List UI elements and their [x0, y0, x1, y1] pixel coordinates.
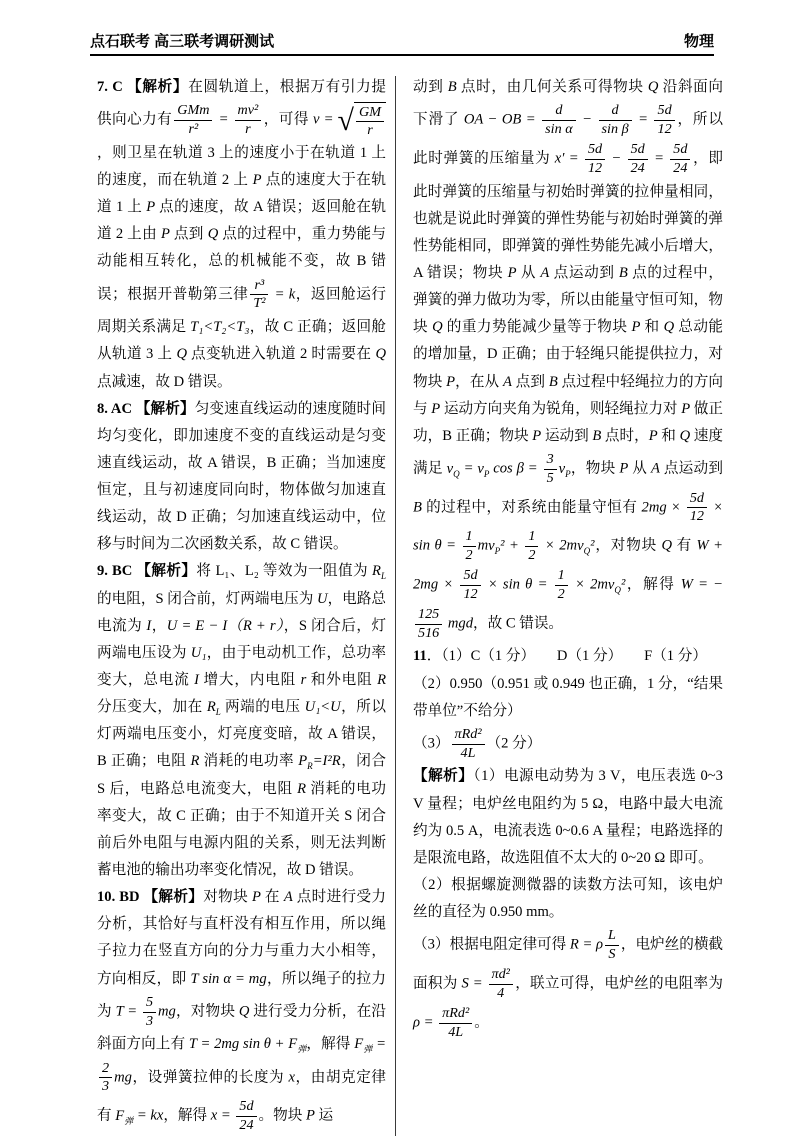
paragraph-q11-analysis-2 [413, 872, 723, 926]
text-run: 的电阻，S 闭合前，灯两端电压为 [97, 590, 317, 607]
math-expression: A [503, 373, 512, 390]
math-expression: P [252, 889, 261, 906]
text-run: 点的速度大于在轨道 1 上 [97, 171, 386, 216]
math-subscripted-var: $F_弹$ [115, 1107, 134, 1126]
fraction [174, 103, 212, 138]
math-expression: T₁<T₂<T₃ [190, 319, 250, 336]
text-run: 点时，由几何关系可得物块 [456, 79, 648, 95]
math-expression: Q [238, 1003, 250, 1020]
fraction-numerator: πRd² [439, 1006, 472, 1024]
fraction [654, 103, 674, 138]
fraction-denominator: 5 [546, 469, 554, 486]
text-run: 增大，内电阻 [199, 672, 301, 689]
fraction-numerator: 3 [544, 452, 557, 470]
text-run: 点运动到 [659, 460, 723, 477]
fraction-denominator: r [245, 120, 251, 137]
text-run: 点变轨进入轨道 2 时需要在 [186, 346, 376, 363]
fraction-numerator: 5d [670, 142, 690, 160]
math-expression: B [618, 264, 628, 281]
text-run: 点时进行受力分析，其恰好与直杆没有相互作用，所以绳子拉力在竖直方向的分力与重力大小相等，方向相反，即 [97, 889, 386, 987]
subscript: L [380, 571, 387, 582]
text-run: ，所以此时弹簧的压缩量为 [413, 111, 723, 167]
text-run: ，所以绳子的拉力为 [97, 970, 386, 1020]
text-run: 两端的电压 [220, 699, 305, 716]
math-expression: U₁ [190, 644, 207, 661]
text-run: （3）根据电阻定律可得 [413, 937, 570, 953]
math-expression: − [607, 150, 626, 167]
math-expression: × sin θ = [482, 576, 553, 593]
math-expression: R [297, 780, 306, 797]
text-run: ，由胡克定律有 [97, 1069, 386, 1124]
fraction [415, 607, 442, 642]
text-run: （2）0.950（0.951 或 0.949 也正确，1 分，“结果带单位”不给分） [413, 675, 723, 719]
text-run: （1）电源电动势为 3 V，电压表选 0~3 V 量程；电炉丝电阻约为 5 Ω，电路中最大电流约为 0.5 A，电流表选 0~0.6 A 量程；电路选择的是限流电路，故选阻值不太大的 0~20 Ω 即可。 [413, 768, 723, 866]
subscript: Q [614, 584, 621, 595]
fraction-denominator: sin α [545, 120, 573, 137]
math-expression: U₁<U [304, 699, 341, 716]
fraction [235, 103, 262, 138]
math-expression: A [283, 889, 293, 906]
fraction-numerator: 5d [628, 142, 648, 160]
subscript: P [483, 468, 490, 479]
text-run: 点的过程中，重力势能与动能相互转化，总的机械能不变，故 B 错误；根据开普勒第三律 [97, 226, 386, 303]
math-expression: U [317, 590, 328, 607]
fraction-denominator: 12 [587, 159, 603, 176]
fraction-denominator: 24 [239, 1117, 254, 1134]
math-expression: = kx [133, 1107, 164, 1124]
fraction [236, 1099, 256, 1134]
fraction-denominator: 24 [673, 159, 688, 176]
fraction-denominator: sin β [601, 120, 629, 137]
fraction-numerator: d [599, 103, 632, 121]
text-run: 将 L₁、L₂ 等效为一阻值为 [196, 563, 373, 580]
text-run: ，解得 [625, 576, 681, 593]
text-run: 对物块 [203, 889, 252, 906]
paragraph-q9 [97, 558, 386, 884]
fraction-numerator: d [542, 103, 576, 121]
answer-label: 10. BD 【解析】 [97, 889, 204, 906]
answer-label: 11 [413, 648, 427, 665]
text-run: 消耗的电功率变大，故 C 正确；由于不知道开关 S 闭合前后外电阻与电源内阻的关系，则无法判断蓄电池的输出功率变化情况，故 D 错误。 [97, 780, 386, 879]
math-expression: × 2m [569, 576, 608, 593]
text-run: 运动方向夹角为锐角，则轻绳拉力对 [440, 400, 682, 417]
math-expression: P [507, 264, 517, 281]
subscript: Q [453, 468, 460, 479]
fraction [670, 142, 690, 177]
math-expression: P [446, 373, 456, 390]
fraction-numerator: 5d [654, 103, 674, 121]
math-expression: Q [176, 346, 187, 363]
text-run: 点减速，故 D 错误。 [97, 373, 232, 390]
math-expression: Q [679, 427, 691, 444]
paragraph-q11-answer-1 [413, 643, 723, 670]
left-column [97, 74, 386, 1136]
math-subscripted-var: $v_P$ [558, 460, 571, 479]
math-expression: B [548, 373, 558, 390]
fraction [555, 568, 568, 603]
math-expression: × 2m [540, 537, 578, 554]
text-run: ，对物块 [175, 1003, 239, 1020]
text-run: （2 分） [486, 735, 542, 752]
math-subscripted-var: $F_弹$ [288, 1036, 307, 1055]
text-run: （2）根据螺旋测微器的读数方法可知，该电炉丝的直径为 0.950 mm。 [413, 877, 723, 921]
fraction [356, 105, 384, 140]
math-expression: A [540, 264, 550, 281]
fraction-numerator: L [605, 928, 619, 946]
fraction-numerator: 5d [460, 568, 480, 586]
math-subscripted-var: $v_P$ [477, 460, 490, 479]
paragraph-q11-analysis-1 [413, 763, 723, 872]
math-expression: = [214, 111, 233, 128]
fraction [605, 928, 619, 963]
math-expression: Q [661, 537, 673, 554]
math-expression: 2mg × [641, 499, 685, 516]
column-divider [395, 76, 396, 1136]
text-run: ，闭合 S 后，电路总电流变大，电阻 [97, 753, 386, 797]
fraction-numerator: GMm [174, 103, 212, 121]
header-subject: 物理 [683, 33, 714, 50]
text-run: ，即此时弹簧的压缩量与初始时弹簧的拉伸量相同，也就是说此时弹簧的弹性势能与初始时弹簧的弹性势能相同，即弹簧的弹性势能先减小后增大，A 错误；物块 [413, 150, 723, 281]
math-subscripted-var: $v_P$ [488, 537, 501, 556]
math-expression: A [651, 460, 660, 477]
text-run: （3） [413, 735, 450, 752]
fraction-denominator: 3 [145, 1012, 154, 1029]
math-subscripted-var: $F_弹$ [354, 1036, 373, 1055]
fraction [250, 278, 268, 313]
text-run: ，联立可得，电炉丝的电阻率为 [514, 975, 723, 992]
text-run: 在圆轨道上，根据万有引力提供向心力有 [97, 79, 386, 128]
math-expression: Q [432, 319, 443, 336]
math-expression: x′ = [554, 150, 583, 167]
text-run: ，设弹簧拉伸的长度为 [131, 1069, 289, 1086]
math-expression: = k [270, 286, 296, 303]
math-expression: B [592, 427, 602, 444]
text-run: ， [151, 617, 167, 634]
text-run: 点时， [601, 427, 649, 444]
fraction-numerator: 5 [143, 995, 156, 1013]
math-expression: = [372, 1036, 387, 1053]
fraction [460, 568, 480, 603]
math-expression: v = [313, 111, 338, 128]
text-run: ，对物块 [594, 537, 662, 554]
header-exam-title: 点石联考 高三联考调研测试 [90, 33, 275, 50]
math-expression: P [160, 226, 170, 243]
fraction-denominator: 4L [460, 744, 476, 761]
math-expression: I [146, 617, 152, 634]
paragraph-q11-answer-2 [413, 671, 723, 725]
text-run: ，故 C 错误。 [473, 615, 564, 632]
fraction-numerator: πRd² [452, 727, 485, 745]
text-run: 有 [672, 537, 697, 554]
fraction [452, 727, 485, 762]
math-expression: x = [210, 1107, 235, 1124]
fraction-numerator: GM [356, 105, 384, 123]
paragraph-q10 [97, 884, 386, 1136]
fraction-numerator: r³ [250, 278, 268, 296]
text-run: 运动到 [541, 427, 593, 444]
math-expression: S = [461, 975, 487, 992]
text-run: 做正功，B 正确；物块 [413, 400, 723, 444]
paragraph-q11-analysis-3 [413, 926, 723, 1042]
math-expression: Q [207, 226, 219, 243]
fraction-denominator: r [367, 122, 373, 139]
fraction-denominator: 4L [448, 1023, 464, 1040]
math-expression: W + 2mg × [413, 537, 723, 593]
text-run: 的重力势能减少量等于物块 [442, 319, 632, 336]
radicand [354, 102, 386, 140]
fraction [463, 529, 476, 564]
page-header [90, 30, 714, 56]
fraction-denominator: 24 [630, 159, 645, 176]
subscript: 弹 [297, 1044, 307, 1055]
text-run: 从 [628, 460, 651, 477]
text-run: ，可得 [263, 111, 314, 128]
math-expression: Q [375, 346, 386, 363]
math-expression: mg [158, 1003, 176, 1020]
math-subscripted-var: $R_L$ [372, 563, 387, 582]
radical-icon: √ [337, 103, 354, 137]
subscript: P [565, 468, 571, 479]
answer-label: 7. C 【解析】 [97, 79, 189, 95]
text-run: ，在从 [455, 373, 503, 390]
math-expression: ² + [500, 537, 524, 554]
text-run: ．（1）C（1 分） D（1 分） F（1 分） [426, 648, 707, 665]
text-run: ，故 C 正确；返回舱从轨道 3 上 [97, 319, 386, 363]
paragraph-q7 [97, 74, 386, 396]
math-expression: OA − OB = [463, 111, 541, 128]
text-run: ，由于电动机工作，总功率变大，总电流 [97, 644, 386, 689]
text-run: 动到 [413, 79, 448, 95]
text-run: ，返回舱运行周期关系满足 [97, 286, 386, 336]
math-expression: T = [115, 1003, 141, 1020]
two-column-content [97, 74, 723, 1136]
subscript: 弹 [124, 1115, 134, 1126]
math-expression: P [252, 171, 262, 188]
fraction-numerator: mv² [235, 103, 262, 121]
math-expression: = [459, 460, 478, 477]
fraction-denominator: r² [188, 120, 199, 137]
fraction-numerator: 1 [463, 529, 476, 547]
fraction-numerator: 1 [555, 568, 568, 586]
subscript: L [215, 707, 221, 718]
text-run: 从 [516, 264, 541, 281]
fraction [542, 103, 576, 138]
subscript: Q [583, 545, 591, 556]
text-run: 和 [640, 319, 664, 336]
fraction-denominator: S [608, 946, 616, 963]
fraction [585, 142, 605, 177]
fraction-denominator: 516 [418, 624, 440, 641]
text-run: 消耗的电功率 [199, 753, 299, 770]
paragraph-q11-answer-3 [413, 725, 723, 764]
math-expression: m [477, 537, 489, 554]
math-subscripted-var: $v_Q$ [607, 576, 621, 595]
fraction-denominator: T² [253, 295, 266, 312]
answer-label: 9. BC 【解析】 [97, 563, 197, 580]
fraction-numerator: 5d [585, 142, 605, 160]
math-expression: W = − [680, 576, 724, 593]
fraction [544, 452, 557, 487]
text-run: 和 [657, 427, 680, 444]
text-run: 分压变大，加在 [97, 699, 207, 716]
math-expression: P [681, 400, 691, 417]
fraction-numerator: 1 [525, 529, 538, 547]
math-expression: P [305, 1107, 315, 1124]
math-expression: ρ = [413, 1014, 438, 1031]
text-run: 的过程中，对系统由能量守恒有 [421, 499, 642, 516]
text-run: 点到 [169, 226, 208, 243]
fraction-numerator: 5d [236, 1099, 256, 1117]
math-subscripted-var: $R_L$ [206, 699, 221, 718]
math-expression: I [194, 672, 199, 689]
fraction-numerator: πd² [489, 967, 513, 985]
text-run: 总动能的增加量，D 正确；由于轻绳只能提供拉力，对物块 [413, 319, 723, 390]
math-expression: B [413, 499, 422, 516]
math-expression: T sin α = mg [190, 970, 267, 987]
text-run: 沿斜面向下滑了 [413, 79, 723, 128]
math-expression: ² [620, 576, 626, 593]
fraction-denominator: 3 [102, 1078, 110, 1095]
fraction-numerator: 5d [687, 491, 707, 509]
math-expression: R [190, 753, 200, 770]
fraction [143, 995, 156, 1030]
text-run: ，电路总电流为 [97, 590, 386, 634]
math-subscripted-var: $v_Q$ [577, 537, 591, 556]
math-subscripted-var: $P_R$ [298, 753, 313, 772]
fraction [489, 967, 513, 1002]
text-run: ，电炉丝的横截面积为 [413, 937, 724, 992]
fraction-numerator: 125 [415, 607, 442, 625]
math-expression: P [648, 427, 658, 444]
math-expression: B [447, 79, 457, 95]
math-expression: mg [114, 1069, 132, 1086]
fraction-denominator: 12 [463, 585, 478, 602]
text-run: 。物块 [258, 1107, 306, 1124]
text-run: ，所以灯两端电压变小，灯亮度变暗，故 A 错误，B 正确；电阻 [97, 699, 386, 770]
text-run: ，物块 [570, 460, 620, 477]
subscript: P [494, 545, 501, 556]
math-subscripted-var: $v_Q$ [446, 460, 460, 479]
math-expression: P [631, 319, 641, 336]
paragraph-q10-continued [413, 74, 723, 643]
fraction [525, 529, 538, 564]
math-expression: P [532, 427, 542, 444]
text-run: 运 [314, 1107, 334, 1124]
math-expression: Q [647, 79, 659, 95]
text-run: 点过程中轻绳拉力的方向与 [413, 373, 723, 417]
text-run: ，S 闭合后，灯两端电压设为 [97, 617, 386, 661]
text-run: ，解得 [163, 1107, 211, 1124]
text-run: 点到 [511, 373, 549, 390]
math-expression: P [146, 199, 156, 216]
square-root [338, 102, 386, 140]
fraction-numerator: 2 [99, 1061, 112, 1079]
text-run: 点运动到 [549, 264, 619, 281]
fraction [439, 1006, 472, 1041]
math-expression: =I²R [312, 753, 341, 770]
math-expression: x [288, 1069, 295, 1086]
math-expression: Q [663, 319, 675, 336]
math-expression: T = 2mg sin θ + [188, 1036, 289, 1053]
math-expression: ² [590, 537, 595, 554]
text-run: 点的过程中，弹簧的弹力做功为零，所以由能量守恒可知，物块 [413, 264, 723, 336]
text-run: 在 [260, 889, 284, 906]
math-expression: U = E − I（R + r） [166, 617, 284, 634]
fraction [687, 491, 707, 526]
text-run: 匀变速直线运动的速度随时间均匀变化，即加速度不变的直线运动是匀变速直线运动，故 A 错误，B 正确；当加速度恒定，且与初速度同向时，物体做匀加速直线运动，故 D 正确；匀加速直线运动中，位移与时间为二次函数关系，故 C 错误。 [97, 400, 386, 553]
fraction [599, 103, 632, 138]
text-run: ，则卫星在轨道 3 上的速度小于在轨道 1 上的速度，而在轨道 2 上 [97, 144, 386, 188]
math-expression: P [431, 400, 441, 417]
math-expression: r [300, 672, 307, 689]
right-column [413, 74, 723, 1136]
text-run: 进行受力分析，在沿斜面方向上有 [97, 1003, 387, 1053]
math-expression: mgd [444, 615, 474, 632]
text-run: 。 [474, 1014, 489, 1031]
math-expression: × sin θ = [413, 499, 723, 554]
text-run: 速度满足 [413, 427, 723, 477]
math-expression: − [577, 111, 597, 128]
math-expression: R = ρ [569, 937, 603, 953]
math-expression: R [377, 672, 386, 689]
text-run: 点的速度，故 A 错误；返回舱在轨道 2 上由 [97, 199, 386, 243]
fraction-denominator: 12 [657, 120, 672, 137]
math-expression: = [633, 111, 653, 128]
subscript: 弹 [363, 1044, 373, 1055]
fraction [99, 1061, 112, 1096]
answer-label: 【解析】 [413, 768, 474, 785]
subscript: R [307, 761, 313, 772]
fraction-denominator: 2 [528, 547, 536, 564]
text-run: ，解得 [306, 1036, 355, 1053]
text-run: 和外电阻 [306, 672, 378, 689]
fraction-denominator: 12 [689, 508, 704, 525]
fraction-denominator: 2 [465, 547, 473, 564]
math-expression: = [649, 150, 669, 167]
paragraph-q8 [97, 396, 386, 559]
math-expression: P [619, 460, 629, 477]
math-expression: cos β = [489, 460, 542, 477]
fraction [628, 142, 648, 177]
fraction-denominator: 2 [557, 585, 565, 602]
answer-label: 8. AC 【解析】 [97, 400, 195, 417]
fraction-denominator: 4 [497, 984, 505, 1001]
